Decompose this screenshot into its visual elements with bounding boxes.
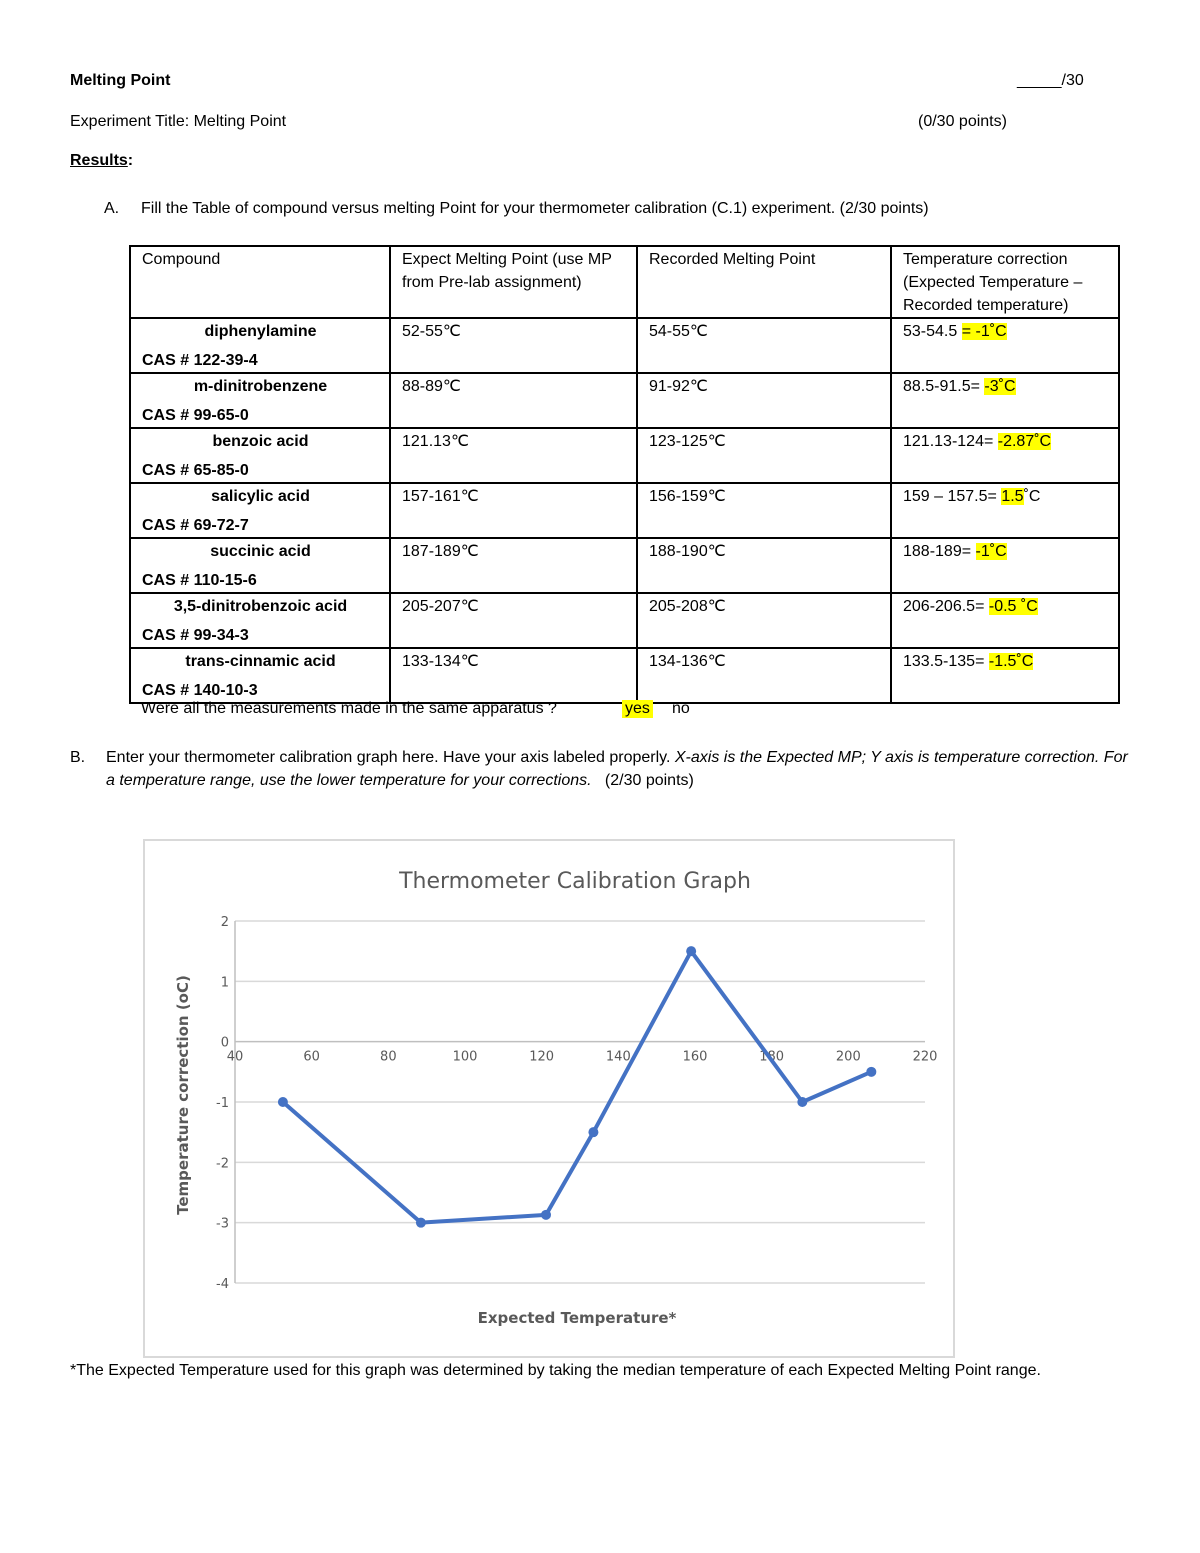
compound-name: succinic acid <box>210 543 311 560</box>
compound-name: trans-cinnamic acid <box>185 653 336 670</box>
correction-calc: 133.5-135= <box>903 653 989 670</box>
compound-cell <box>130 483 390 538</box>
section-a-text: Fill the Table of compound versus melting Point for your thermometer calibration (C.1) experiment. (2/30 points) <box>141 200 929 217</box>
data-point <box>866 1067 876 1077</box>
section-a-label: A. <box>104 200 120 217</box>
series-line <box>283 951 871 1222</box>
correction-calc: 159 – 157.5= <box>903 488 1002 505</box>
compound-cell <box>130 428 390 483</box>
score-field: _____/30 <box>1017 72 1084 89</box>
results-heading <box>70 152 133 170</box>
header-recorded-mp: Recorded Melting Point <box>637 246 891 318</box>
data-point <box>416 1218 426 1228</box>
table-header-row <box>130 246 1119 318</box>
compound-cell <box>130 373 390 428</box>
compound-cas: CAS # 65-85-0 <box>142 462 249 479</box>
table-row <box>130 648 1119 703</box>
correction-result: -1.5˚C <box>988 653 1034 670</box>
header-compound: Compound <box>130 246 390 318</box>
compound-name: 3,5-dinitrobenzoic acid <box>173 598 348 615</box>
correction-cell <box>891 538 1119 593</box>
table-row <box>130 318 1119 373</box>
header-expected-mp: Expect Melting Point (use MP from Pre-lab assignment) <box>390 246 637 318</box>
compound-cas: CAS # 99-34-3 <box>142 627 249 644</box>
data-point <box>541 1210 551 1220</box>
y-axis-label: Temperature correction (oC) <box>174 975 192 1215</box>
page-title: Melting Point <box>70 72 171 89</box>
correction-cell <box>891 373 1119 428</box>
compound-name: benzoic acid <box>212 433 309 450</box>
section-b-text <box>106 746 1130 792</box>
x-tick-label: 120 <box>529 1049 555 1065</box>
recorded-mp-cell: 54-55℃ <box>637 318 891 373</box>
chart-title: Thermometer Calibration Graph <box>399 869 751 894</box>
x-tick-label: 220 <box>912 1049 938 1065</box>
table-row <box>130 373 1119 428</box>
x-tick-label: 160 <box>682 1049 708 1065</box>
correction-result: -0.5 ˚C <box>988 598 1038 615</box>
apparatus-question <box>141 700 690 718</box>
correction-cell <box>891 648 1119 703</box>
recorded-mp-cell: 205-208℃ <box>637 593 891 648</box>
correction-result: -2.87˚C <box>997 433 1052 450</box>
x-tick-label: 80 <box>380 1049 397 1065</box>
data-point <box>686 946 696 956</box>
table-row <box>130 593 1119 648</box>
recorded-mp-cell: 156-159℃ <box>637 483 891 538</box>
data-point <box>588 1127 598 1137</box>
compound-name: diphenylamine <box>204 323 317 340</box>
y-tick-label: 1 <box>220 975 229 991</box>
correction-cell <box>891 483 1119 538</box>
expected-mp-cell: 157-161℃ <box>390 483 637 538</box>
y-tick-label: -2 <box>216 1156 229 1172</box>
compound-cas: CAS # 110-15-6 <box>142 572 257 589</box>
compound-cas: CAS # 140-10-3 <box>142 682 258 699</box>
x-tick-label: 40 <box>226 1049 244 1065</box>
compound-cell <box>130 648 390 703</box>
table-row <box>130 428 1119 483</box>
compound-cell <box>130 318 390 373</box>
x-tick-label: 180 <box>759 1049 785 1065</box>
y-tick-label: 0 <box>220 1035 229 1051</box>
correction-result: = -1˚C <box>961 323 1007 340</box>
compound-cell <box>130 538 390 593</box>
apparatus-no-option: no <box>672 700 690 717</box>
y-tick-label: 2 <box>220 915 229 930</box>
apparatus-question-text: Were all the measurements made in the same apparatus ? <box>141 700 557 717</box>
expected-mp-cell: 133-134℃ <box>390 648 637 703</box>
compound-name: salicylic acid <box>211 488 310 505</box>
experiment-title: Experiment Title: Melting Point <box>70 113 287 130</box>
header-temp-correction: Temperature correction (Expected Temperature – Recorded temperature) <box>891 246 1119 318</box>
correction-result: 1.5 <box>1001 488 1024 505</box>
section-b-italic: X-axis is the Expected MP; Y axis is temperature correction. For a temperature range, use the lower temperature for your corrections. <box>106 749 1128 789</box>
y-tick-label: -1 <box>216 1096 229 1111</box>
correction-cell <box>891 318 1119 373</box>
results-colon: : <box>127 152 134 169</box>
recorded-mp-cell: 188-190℃ <box>637 538 891 593</box>
table-row <box>130 538 1119 593</box>
data-point <box>797 1097 807 1107</box>
apparatus-yes-option: yes <box>622 700 653 718</box>
correction-cell <box>891 428 1119 483</box>
section-b <box>70 746 1130 792</box>
recorded-mp-cell: 134-136℃ <box>637 648 891 703</box>
table-row <box>130 483 1119 538</box>
compound-cas: CAS # 99-65-0 <box>142 407 249 424</box>
correction-calc: 88.5-91.5= <box>903 378 985 395</box>
correction-calc: 121.13-124= <box>903 433 998 450</box>
correction-calc: 188-189= <box>903 543 976 560</box>
recorded-mp-cell: 123-125℃ <box>637 428 891 483</box>
expected-mp-cell: 52-55℃ <box>390 318 637 373</box>
x-tick-label: 140 <box>605 1049 631 1065</box>
correction-result: -3˚C <box>984 378 1016 395</box>
compound-cas: CAS # 69-72-7 <box>142 517 249 534</box>
x-axis-label: Expected Temperature* <box>477 1309 677 1327</box>
compound-cas: CAS # 122-39-4 <box>142 352 258 369</box>
data-point <box>278 1097 288 1107</box>
correction-tail: ˚C <box>1023 488 1041 505</box>
compound-name: m-dinitrobenzene <box>193 378 328 395</box>
calibration-chart <box>143 839 955 1358</box>
x-tick-label: 100 <box>452 1049 478 1065</box>
expected-mp-cell: 187-189℃ <box>390 538 637 593</box>
x-tick-label: 60 <box>303 1049 320 1065</box>
footnote: *The Expected Temperature used for this graph was determined by taking the median temperature of each Expected Melting Point range. <box>70 1362 1041 1379</box>
recorded-mp-cell: 91-92℃ <box>637 373 891 428</box>
correction-result: -1˚C <box>975 543 1007 560</box>
correction-cell <box>891 593 1119 648</box>
chart-svg <box>145 841 953 1356</box>
y-tick-label: -4 <box>216 1277 229 1292</box>
compound-cell <box>130 593 390 648</box>
experiment-points: (0/30 points) <box>918 113 1007 130</box>
expected-mp-cell: 121.13℃ <box>390 428 637 483</box>
correction-calc: 53-54.5 <box>903 323 962 340</box>
melting-point-table <box>129 245 1120 704</box>
section-a <box>104 200 929 218</box>
section-b-points: (2/30 points) <box>591 772 694 789</box>
results-label: Results <box>70 152 128 169</box>
y-tick-label: -3 <box>216 1216 229 1232</box>
section-b-plain: Enter your thermometer calibration graph here. Have your axis labeled properly. <box>106 749 675 766</box>
x-tick-label: 200 <box>835 1049 861 1065</box>
expected-mp-cell: 88-89℃ <box>390 373 637 428</box>
section-b-label: B. <box>70 749 86 766</box>
correction-calc: 206-206.5= <box>903 598 989 615</box>
expected-mp-cell: 205-207℃ <box>390 593 637 648</box>
